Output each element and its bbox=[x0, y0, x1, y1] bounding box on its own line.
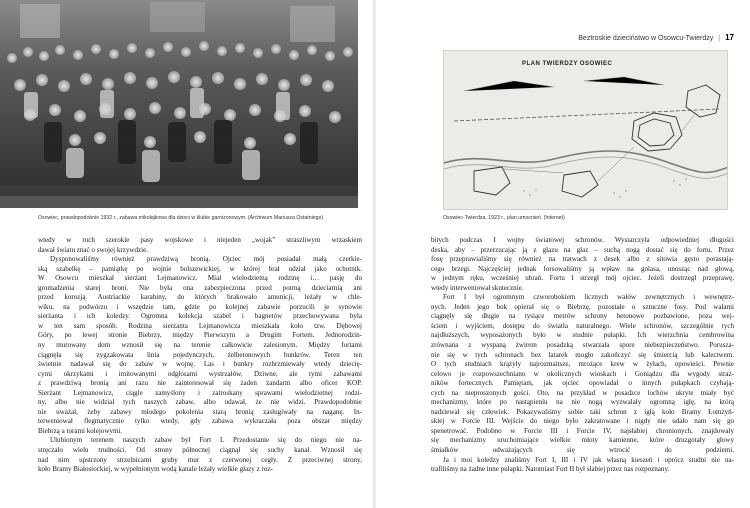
text-line: cego brzegi. Najczęściej jednak forsowaliśmy ją wpław na golasa, unosząc nad głową, bbox=[431, 264, 734, 273]
text-line: sierżanta i ich koledzy. Ogromna kolekcja szabel i bagnetów przechowywana była bbox=[38, 312, 362, 321]
left-page bbox=[0, 0, 374, 508]
map-title: PLAN TWIERDZY OSOWIEC bbox=[522, 61, 613, 67]
text-line: fosę przeprawialiśmy się również na tratwach z desek albo z sitowia gęsto porastają- bbox=[431, 255, 734, 264]
photo-caption: Osowiec, prawdopodobnie 1932 r., zabawa mikołajkowa dla dzieci w klubie garnizonowym. (Archiwum Mariusza Ostatniego) bbox=[38, 215, 324, 221]
text-line: ciągnęła się zygzakowata linia pojedynczych, żelbetonowych bunkrów. Teren ten bbox=[38, 350, 362, 359]
text-line: najdłuższych, wyposażonych było w studnie pułapki. Ich wierzchnia cembrowina bbox=[431, 331, 734, 340]
text-line: Sierżant Lejmanowicz, ciągle zamyślony i zatroskany sprawami wielodzietnej rodzi- bbox=[38, 388, 362, 397]
text-line: ciągnęły się długie na tysiące metrów schrony betonowe pozbawione, poza wej- bbox=[431, 312, 734, 321]
text-line: dawał światu znać o swojej krzywdzie. bbox=[38, 245, 148, 254]
text-line: koło Bramy Białostockiej, w wypełnionym wodą kanale leżały wielkie głazy z roz- bbox=[38, 465, 273, 474]
text-line: Fort I był ogromnym czworobokiem licznych wałów zewnętrznych i wewnętrz- bbox=[443, 293, 734, 302]
text-line: wtedy interweniował skutecznie. bbox=[431, 283, 524, 292]
text-line: ską szabelkę – pamiątkę po wojnie bolszewickiej, w której brał udział jako ochotnik. bbox=[38, 264, 362, 273]
text-line: przed korozją. Austriackie karabiny, do których brakowało amunicji, leżały w chle- bbox=[38, 293, 362, 302]
text-line: ników fortecznych. Pamiętam, jak ojciec opowiadał o innych pułapkach czyhają- bbox=[431, 379, 734, 388]
text-line: Ja i moi koledzy znaliśmy Fort I, III i IV jak własną kieszeń i oprócz studni nie na- bbox=[443, 455, 734, 464]
text-line: ny murowany dom wznosił się na terenie całkowicie zalesionym. Między fortami bbox=[38, 341, 362, 350]
text-line: celowo je rozpowszechniano w okolicznych wioskach i Goniądzu dla wygody straż- bbox=[431, 369, 734, 378]
header-separator: | bbox=[718, 35, 721, 42]
text-line: zrównana z wyspaną żwirem posadzką stwarzała spore niebezpieczeństwo. Porusza- bbox=[431, 341, 734, 350]
text-line: skiej w Forcie III. Wejście do niego było zakratowane i nigdy nie udało nam się go bbox=[431, 417, 734, 426]
text-line: trafiliśmy na żadne inne pułapki. Natomiast Fort II był słabiej przez nas rozpoznany. bbox=[431, 465, 670, 474]
map-caption: Osowiec-Twierdza, 1923 r., plan umocnień. (Internet) bbox=[443, 215, 565, 221]
text-line: Biebrzą a torami kolejowymi. bbox=[38, 426, 123, 435]
text-line: z prawdziwą bronią ani razu nie zainteresował się żaden żandarm albo oficer KOP. bbox=[38, 379, 362, 388]
text-line: nad nim upstrzony strzelnicami gruby mur z czerwonej cegły. Z przeciwnej strony, bbox=[38, 455, 362, 464]
running-header bbox=[578, 33, 734, 42]
text-line: wiku, na podwórzu i wszędzie tam, gdzie po kolejnej zabawie porzucili je synowie bbox=[38, 302, 362, 311]
text-line: wtedy w ruch szerokie pasy wojskowe i niejeden „wojak” straszliwym wrzaskiem bbox=[38, 236, 362, 244]
text-line: stręczało wielu trudności. Od strony północnej ciągnął się suchy kanał. Wznosił się bbox=[38, 446, 362, 455]
text-line: ny, albo nie widział tych naszych zabaw, albo udawał, że nie widzi. Prawdopodobnie bbox=[38, 398, 362, 407]
text-line: śmiałków odważających się wtrocić do podziemi. bbox=[431, 446, 734, 455]
text-line: w jednym ręku, wcześniej ubrań. Fortu I strzegł mój ojciec. Jeżeli dostrzegł przeprawę, bbox=[431, 274, 734, 283]
photo-image bbox=[0, 0, 358, 208]
text-line: mechanizmy, które po nastąpieniu na nie nogą wyzwalały ogromną igłę, na którą bbox=[431, 398, 734, 407]
right-page bbox=[376, 0, 750, 508]
text-line: O tych studniach krążyły najrozmaitsze, mrożące krew w żyłach, opowieści. Pewnie bbox=[431, 360, 734, 369]
text-line: cymi okrzykami i imitowanymi odgłosami wystrzałów. Dziwne, ale tymi zabawami bbox=[38, 369, 362, 378]
text-line: gromadzenia starej broni. Nie była ona zabezpieczona przed potrną dzieciarnią ani bbox=[38, 283, 362, 292]
text-line: terweniował flegmatycznie tylko wtedy, gdy zabawa wykraczała poza obszar między bbox=[38, 417, 362, 426]
text-line: świetnie nadawał się do zabaw w wojnę. Las i bunkry rozbrzmiewały wtedy dziecię- bbox=[38, 360, 362, 369]
text-line: nie się w tych schronach bez latarek mogło zakończyć się śmiercią lub kalectwem. bbox=[431, 350, 734, 359]
page-number: 17 bbox=[725, 33, 734, 42]
text-line: się mechanizmy uruchomiające wielkie młoty kamienne, które druzgotały głowy bbox=[431, 436, 734, 445]
text-line: W Osowcu mieszkał sierżant Lejmanowicz. Miał wielodzietną rodzinę i… pasję do bbox=[38, 274, 362, 283]
right-body-text bbox=[431, 236, 734, 475]
text-line: spenetrować. Podobno w Forcie III i Forcie IV, najsłabiej chronionych, znajdowały bbox=[431, 426, 734, 435]
left-body-text bbox=[38, 236, 362, 475]
text-line: ściem i wyjściem, dostępu do światła naturalnego. Wiele schronów, szczególnie tych bbox=[431, 321, 734, 330]
text-line: Ulubionym terenem naszych zabaw był Fort I. Przedostanie się do niego nie na- bbox=[50, 436, 362, 445]
header-title: Beztroskie dzieciństwo w Osowcu-Twierdzy bbox=[578, 35, 714, 42]
map-drawing bbox=[444, 51, 728, 210]
text-line: bitych podczas I wojny światowej schronów. Wystarczyła odpowiedniej długości bbox=[431, 236, 734, 244]
text-line: deska, aby – przerzucając ją z głazu na głaz – suchą nogą dostać się do fortu. Przez bbox=[431, 245, 734, 254]
text-line: w ten sam sposób. Rodzina sierżanta Lejmanowicza mieszkała koło tzw. Dębowej bbox=[38, 321, 362, 330]
photo-children-party bbox=[0, 0, 358, 208]
fortress-map bbox=[443, 50, 728, 210]
text-line: nie uważał, żeby zabawy młodego pokolenia starą bronią zasługiwały na naganę. In- bbox=[38, 407, 362, 416]
text-line: Dysponowaliśmy również prawdziwą bronią. Ojciec mój posiadał małą czerkie- bbox=[50, 255, 362, 264]
text-line: Góry, po lewej stronie Biebrzy, między Pierwszym a Drugim Fortem. Jednorodzin- bbox=[38, 331, 362, 340]
text-line: cych na nieproszonych gości. Oto, na przykład w posadzce lochów ukryte miały być bbox=[431, 388, 734, 397]
text-line: nych. Jeden jego bok opierał się o Biebrzę, pozostałe o sztuczne fosy. Pod wałami bbox=[431, 302, 734, 311]
text-line: nadziewał się człowiek. Pokazywaliśmy sobie taki schron z igłą koło Bramy Łomżyń- bbox=[431, 407, 734, 416]
